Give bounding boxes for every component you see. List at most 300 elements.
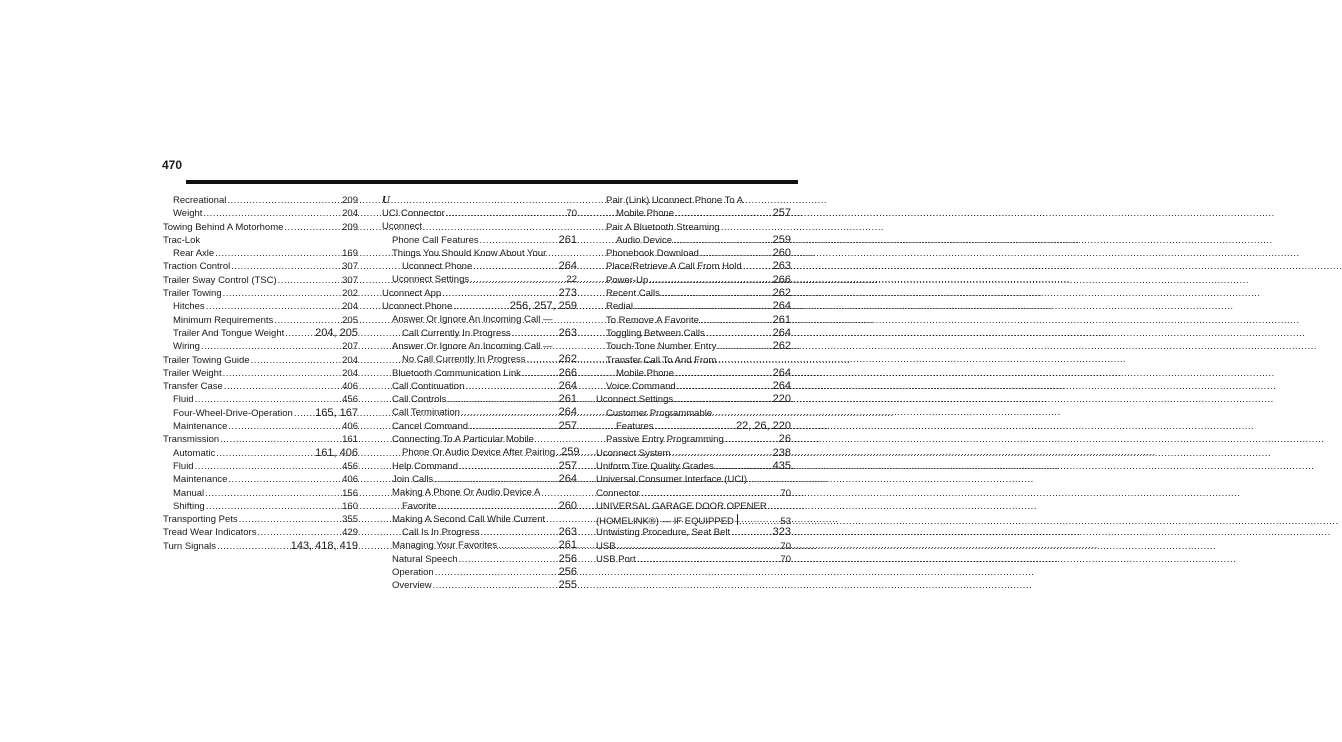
dot-leader <box>201 340 341 353</box>
dot-leader <box>470 273 565 286</box>
dot-leader <box>649 274 771 287</box>
index-column-3 <box>596 194 791 566</box>
index-entry-pages: 263 <box>772 260 791 273</box>
dot-leader <box>459 460 558 473</box>
dot-leader <box>675 367 772 380</box>
dot-leader <box>641 487 780 500</box>
index-entry-term: Call Currently In Progress <box>402 327 511 339</box>
index-entry <box>163 433 358 446</box>
index-entry <box>596 473 791 486</box>
dot-leader <box>706 327 772 340</box>
dot-leader <box>206 300 341 313</box>
index-entry-term: Uconnect Phone <box>382 301 453 313</box>
index-entry-pages: 260 <box>558 499 577 512</box>
index-entry <box>382 220 577 233</box>
dot-leader <box>715 460 772 473</box>
index-entry-term: Fluid <box>173 394 194 406</box>
dot-leader <box>220 433 341 446</box>
dot-leader <box>480 234 558 247</box>
index-entry-term: Pair A Bluetooth Streaming <box>606 221 720 233</box>
dot-leader <box>446 207 566 220</box>
index-entry <box>382 566 577 579</box>
index-entry-term: Connector <box>596 487 640 499</box>
page-number: 470 <box>162 158 183 172</box>
index-entry-pages: 262 <box>772 340 791 353</box>
index-entry <box>596 287 791 300</box>
index-entry <box>596 513 791 526</box>
index-entry <box>382 287 577 300</box>
dot-leader <box>453 300 508 313</box>
index-entry <box>382 393 577 406</box>
index-entry-pages: 257 <box>772 207 791 220</box>
index-entry <box>382 260 577 273</box>
index-entry <box>596 447 791 460</box>
dot-leader <box>239 513 342 526</box>
dot-leader <box>223 287 342 300</box>
index-entry-term: Touch-Tone Number Entry <box>606 341 717 353</box>
index-entry <box>382 340 577 353</box>
index-entry-pages: 143, 418, 419 <box>290 539 358 552</box>
index-entry <box>596 234 791 247</box>
index-entry-term: Pair (Link) Uconnect Phone To A <box>606 195 744 206</box>
index-entry-pages: 429 <box>342 527 358 539</box>
index-entry-term: Phone Or Audio Device After Pairing <box>402 447 556 459</box>
dot-leader <box>673 234 772 247</box>
index-entry <box>382 247 577 260</box>
index-entry-pages: 70 <box>780 540 791 552</box>
index-entry-term: Transfer Case <box>163 381 223 393</box>
index-entry-term: To Remove A Favorite <box>606 314 699 326</box>
index-entry-term: Automatic <box>173 447 216 459</box>
index-entry <box>163 274 358 287</box>
index-entry-pages: 264 <box>558 472 577 485</box>
index-entry-pages: 260 <box>772 247 791 260</box>
index-entry-pages: 406 <box>342 421 358 433</box>
dot-leader <box>274 314 341 327</box>
index-entry <box>382 234 577 247</box>
index-entry-pages: 355 <box>342 514 358 526</box>
index-entry-term: Trailer Towing Guide <box>163 354 250 366</box>
index-entry <box>163 447 358 460</box>
dot-leader <box>223 367 342 380</box>
index-entry-term: Voice Command <box>606 381 676 393</box>
index-entry-term: Phonebook Download <box>606 248 699 260</box>
index-entry-pages: 22 <box>566 274 577 286</box>
dot-leader <box>433 579 558 592</box>
index-entry-pages: 262 <box>772 287 791 300</box>
index-entry-term: Recreational <box>173 195 227 206</box>
index-entry <box>382 300 577 313</box>
index-entry-term: Call Is In Progress <box>402 527 480 539</box>
index-entry-pages: 53 <box>780 516 791 528</box>
index-entry-pages: 204 <box>342 367 358 379</box>
index-entry-term: Untwisting Procedure, Seat Belt <box>596 527 731 539</box>
index-entry <box>163 207 358 220</box>
index-entry-pages: 456 <box>342 394 358 406</box>
dot-leader <box>481 526 558 539</box>
index-entry <box>596 247 791 260</box>
index-entry <box>163 420 358 433</box>
index-entry <box>596 340 791 353</box>
index-entry-term: Transmission <box>163 434 220 446</box>
index-entry-pages: 22, 26, 220 <box>735 420 791 433</box>
index-entry-term: Connecting To A Particular Mobile <box>392 434 534 446</box>
dot-leader <box>257 526 341 539</box>
index-entry-pages: 70 <box>566 208 577 219</box>
index-entry-term: Customer Programmable <box>606 407 713 419</box>
dot-leader <box>677 380 772 393</box>
index-entry-term: Place/Retrieve A Call From Hold <box>606 261 742 273</box>
index-entry-term: Shifting <box>173 500 205 512</box>
index-entry <box>596 221 791 234</box>
dot-leader <box>442 287 557 300</box>
dot-leader <box>674 393 772 406</box>
index-letter-heading: U <box>382 194 390 206</box>
dot-leader <box>617 540 780 553</box>
index-entry <box>596 260 791 273</box>
index-entry <box>596 393 791 406</box>
index-entry-term: Uconnect Settings <box>392 274 470 286</box>
logo-badge-icon <box>737 514 738 525</box>
index-entry-pages: 435 <box>772 459 791 472</box>
dot-leader <box>731 526 772 539</box>
index-entry-term: Trailer Towing <box>163 288 222 300</box>
dot-leader <box>228 473 341 486</box>
index-entry-pages: 262 <box>558 353 577 366</box>
index-entry-term: UNIVERSAL GARAGE DOOR OPENER <box>596 500 767 512</box>
index-entry-pages: 70 <box>780 554 791 566</box>
dot-leader <box>743 260 772 273</box>
index-entry-term: Favorite <box>402 500 437 512</box>
index-entry-term: Uconnect System <box>596 447 671 459</box>
index-entry-term: Bluetooth Communication Link <box>392 367 521 379</box>
index-entry-pages: 257 <box>558 419 577 432</box>
index-entry-term: Redial <box>606 301 633 313</box>
index-entry-term: Phone Call Features <box>392 234 479 246</box>
index-entry <box>596 367 791 380</box>
index-entry-term: Wiring <box>173 341 200 353</box>
index-entry-term: Maintenance <box>173 421 228 433</box>
index-entry-term: Toggling Between Calls <box>606 327 705 339</box>
index-entry <box>382 273 577 286</box>
index-entry-term: Hitches <box>173 301 205 313</box>
dot-leader <box>473 260 557 273</box>
index-entry-pages: 264 <box>772 366 791 379</box>
index-entry-term: Uconnect App <box>382 287 442 299</box>
index-entry-pages: 238 <box>772 446 791 459</box>
index-column-1 <box>163 194 358 553</box>
index-entry <box>382 446 580 459</box>
index-entry <box>382 313 577 326</box>
dot-leader <box>655 420 735 433</box>
index-entry-pages: 156 <box>342 487 358 499</box>
index-entry <box>596 207 791 220</box>
index-entry <box>596 274 791 287</box>
index-entry-pages: 205 <box>342 314 358 326</box>
index-entry <box>163 247 358 260</box>
index-entry-term: Power-Up <box>606 274 649 286</box>
index-entry-term: Making A Second Call While Current <box>392 513 546 525</box>
index-entry-term: Trailer And Tongue Weight <box>173 327 285 339</box>
index-column-2 <box>382 194 580 593</box>
dot-leader <box>284 221 341 234</box>
index-entry <box>163 500 358 513</box>
index-entry-term: Four-Wheel-Drive-Operation <box>173 407 293 419</box>
index-entry <box>596 433 791 446</box>
index-entry-term: Uconnect Settings <box>596 394 674 406</box>
index-entry-pages: 207 <box>342 341 358 353</box>
index-entry-pages: 307 <box>342 261 358 273</box>
dot-leader <box>206 500 341 513</box>
index-entry <box>163 221 358 234</box>
index-entry <box>163 393 358 406</box>
index-entry <box>163 380 358 393</box>
index-entry-term: Uconnect Phone <box>402 261 473 273</box>
dot-leader <box>217 540 290 553</box>
index-entry-pages: 204, 205 <box>315 326 358 339</box>
index-entry-term: Minimum Requirements <box>173 314 274 326</box>
index-entry <box>382 380 577 393</box>
index-entry-pages: 263 <box>558 526 577 539</box>
index-entry-pages: 323 <box>772 526 791 539</box>
index-entry-pages: 259 <box>772 233 791 246</box>
index-entry-pages: 256, 257, 259 <box>509 300 577 313</box>
index-entry <box>163 194 358 207</box>
index-entry-term: Manual <box>173 487 205 499</box>
index-entry-pages: 406 <box>342 474 358 486</box>
index-entry <box>596 526 791 539</box>
index-entry <box>163 340 358 353</box>
index-entry-term: Audio Device <box>616 234 672 246</box>
index-entry-pages: 257 <box>558 459 577 472</box>
index-entry-pages: 209 <box>342 195 358 206</box>
index-entry <box>163 300 358 313</box>
index-entry-pages: 261 <box>558 393 577 406</box>
index-entry-term: Passive Entry Programming <box>606 434 724 446</box>
index-entry-pages: 456 <box>342 460 358 472</box>
index-entry-term: Towing Behind A Motorhome <box>163 221 284 233</box>
dot-leader <box>447 393 557 406</box>
index-entry <box>163 487 358 500</box>
index-entry-term: Transporting Pets <box>163 514 238 526</box>
index-entry-term: Cancel Command <box>392 420 469 432</box>
index-entry <box>382 433 577 446</box>
dot-leader <box>700 314 772 327</box>
index-entry <box>382 353 577 366</box>
index-entry-pages: 26 <box>778 433 791 446</box>
index-entry-pages: 220 <box>772 393 791 406</box>
index-entry-pages: 204 <box>342 208 358 220</box>
index-entry-term: (HOMELINK®) — IF EQUIPPED <box>596 516 734 528</box>
dot-leader <box>458 553 557 566</box>
index-entry-term: Features <box>616 421 654 433</box>
index-entry-term: Transfer Call To And From <box>606 354 717 366</box>
index-entry-pages: 204 <box>342 354 358 366</box>
index-entry-pages: 266 <box>772 273 791 286</box>
dot-leader <box>522 367 558 380</box>
index-entry-pages: 307 <box>342 274 358 286</box>
index-entry-pages: 263 <box>558 326 577 339</box>
index-entry-pages: 209 <box>342 221 358 233</box>
dot-leader <box>435 566 558 579</box>
index-entry-term: Trailer Sway Control (TSC) <box>163 274 277 286</box>
dot-leader <box>203 207 341 220</box>
index-entry-pages: 264 <box>558 379 577 392</box>
index-entry <box>382 500 577 513</box>
dot-leader <box>465 380 557 393</box>
index-entry-pages: 161, 406 <box>315 446 358 459</box>
index-entry-term: Trac-Lok <box>163 234 201 246</box>
dot-leader <box>461 406 558 419</box>
index-entry <box>596 553 791 566</box>
index-entry <box>382 420 577 433</box>
index-entry <box>163 460 358 473</box>
header-rule <box>186 180 798 184</box>
dot-leader <box>512 327 558 340</box>
index-entry <box>382 207 577 220</box>
index-entry <box>163 473 358 486</box>
index-entry <box>163 367 358 380</box>
index-entry-term: Weight <box>173 208 203 220</box>
index-entry <box>596 380 791 393</box>
dot-leader <box>634 300 772 313</box>
index-entry-term: Call Controls <box>392 394 447 406</box>
dot-leader <box>637 553 780 566</box>
index-entry-pages: 261 <box>558 539 577 552</box>
index-entry-pages: 406 <box>342 381 358 393</box>
index-entry-pages: 264 <box>772 380 791 393</box>
index-entry <box>382 367 577 380</box>
dot-leader <box>700 247 772 260</box>
index-entry <box>596 314 791 327</box>
dot-leader <box>285 327 314 340</box>
index-entry <box>163 407 358 420</box>
index-entry <box>596 540 791 553</box>
index-entry <box>382 579 577 592</box>
index-entry <box>382 539 577 552</box>
index-entry <box>382 486 577 499</box>
dot-leader <box>498 539 558 552</box>
index-entry-term: Operation <box>392 567 434 579</box>
index-entry-pages: 273 <box>558 286 577 299</box>
index-entry-term: Answer Or Ignore An Incoming Call — <box>392 340 553 352</box>
index-entry-term: Trailer Weight <box>163 367 222 379</box>
dot-leader <box>556 446 560 459</box>
dot-leader <box>725 433 778 446</box>
index-entry <box>163 513 358 526</box>
index-entry <box>596 354 791 367</box>
index-entry <box>163 354 358 367</box>
index-entry-pages: 255 <box>558 579 577 592</box>
index-entry <box>382 553 577 566</box>
index-entry <box>382 513 577 526</box>
index-entry-term: Call Termination <box>392 407 460 419</box>
index-entry <box>382 473 577 486</box>
dot-leader <box>195 393 342 406</box>
index-entry-term: Maintenance <box>173 474 228 486</box>
index-entry-pages: 256 <box>558 552 577 565</box>
index-entry <box>382 406 577 419</box>
index-entry-term: Turn Signals <box>163 540 216 552</box>
index-entry-term: Natural Speech <box>392 553 458 565</box>
dot-leader <box>224 380 341 393</box>
index-entry <box>382 327 577 340</box>
index-entry <box>382 526 577 539</box>
dot-leader <box>251 354 342 367</box>
dot-leader <box>205 487 341 500</box>
index-entry-pages: 165, 167 <box>315 406 358 419</box>
index-entry-pages: 264 <box>558 406 577 419</box>
index-entry-term: UCI Connector <box>382 208 445 219</box>
index-entry <box>163 540 358 553</box>
dot-leader <box>294 407 314 420</box>
dot-leader <box>671 447 771 460</box>
index-entry <box>596 407 791 420</box>
index-entry <box>596 327 791 340</box>
index-entry <box>163 234 358 247</box>
index-entry-term: Join Calls <box>392 473 434 485</box>
dot-leader <box>216 447 314 460</box>
index-entry <box>596 194 791 207</box>
index-entry-term: Help Command <box>392 460 458 472</box>
dot-leader <box>434 473 557 486</box>
index-entry-term: Universal Consumer Interface (UCI) <box>596 474 747 486</box>
index-entry <box>596 500 791 513</box>
index-entry-term: Call Continuation <box>392 380 465 392</box>
dot-leader <box>278 274 341 287</box>
dot-leader <box>661 287 772 300</box>
index-entry-pages: 204 <box>342 301 358 313</box>
index-entry-pages: 202 <box>342 288 358 300</box>
index-entry-pages: 261 <box>772 313 791 326</box>
index-entry-term: Managing Your Favorites <box>392 540 498 552</box>
index-entry <box>596 460 791 473</box>
index-entry-term: Recent Calls <box>606 288 660 300</box>
index-entry <box>596 420 791 433</box>
dot-leader <box>527 353 558 366</box>
index-entry-pages: 169 <box>342 248 358 260</box>
index-entry-pages: 259 <box>561 446 580 459</box>
index-entry <box>163 260 358 273</box>
dot-leader <box>215 247 341 260</box>
index-entry <box>596 487 791 500</box>
index-entry-term: Rear Axle <box>173 248 215 260</box>
index-entry <box>163 287 358 300</box>
index-entry-pages: 264 <box>772 300 791 313</box>
index-entry-term: No Call Currently In Progress <box>402 354 526 366</box>
index-entry-pages: 264 <box>558 260 577 273</box>
index-entry-term: Fluid <box>173 460 194 472</box>
dot-leader <box>437 500 557 513</box>
index-entry <box>596 300 791 313</box>
index-entry-pages: 266 <box>558 366 577 379</box>
index-entry-pages: 261 <box>558 233 577 246</box>
dot-leader <box>231 260 341 273</box>
index-entry-term: Mobile Phone <box>616 367 675 379</box>
dot-leader <box>227 194 341 207</box>
index-entry-term: Mobile Phone <box>616 208 675 220</box>
dot-leader <box>469 420 558 433</box>
index-entry <box>163 327 358 340</box>
index-entry <box>163 526 358 539</box>
index-entry-term: Uniform Tire Quality Grades <box>596 460 714 472</box>
index-entry-term: Uconnect <box>382 221 423 233</box>
index-entry-term: Answer Or Ignore An Incoming Call — <box>392 314 553 326</box>
dot-leader <box>675 207 772 220</box>
dot-leader <box>228 420 341 433</box>
index-entry-term: Traction Control <box>163 261 231 273</box>
index-entry-term: USB Port <box>596 554 636 566</box>
